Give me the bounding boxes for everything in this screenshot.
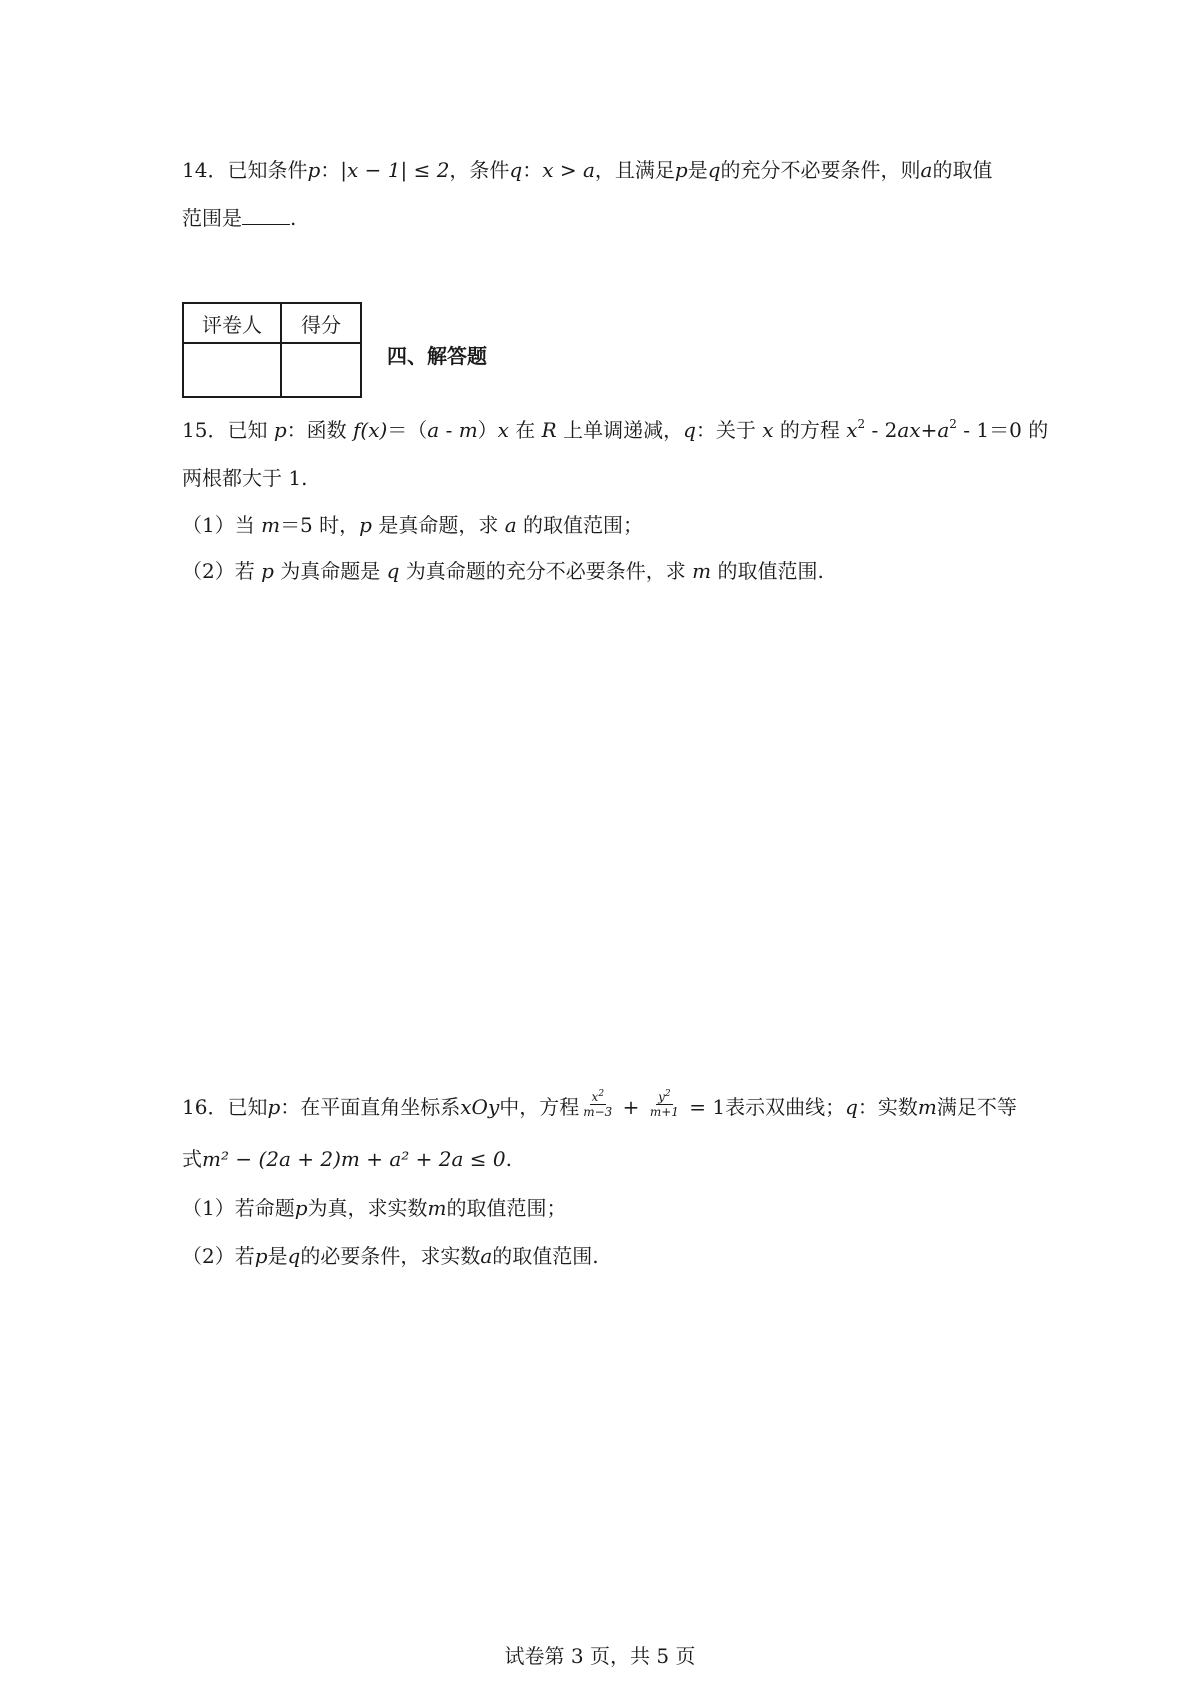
q16-sub-1	[182, 1194, 567, 1222]
q15-text: 是真命题，求	[371, 513, 505, 537]
math-var: x	[497, 418, 509, 442]
math-expression: x > a	[542, 158, 595, 182]
q16-text: ：实数	[857, 1095, 918, 1119]
math-var: q	[287, 1244, 301, 1268]
q15-text: ＝（	[387, 418, 428, 442]
q16-text: 表示双曲线；	[725, 1095, 846, 1119]
q15-sub-1	[182, 511, 643, 539]
math-var: p	[254, 1244, 268, 1268]
math-var: q	[386, 559, 400, 583]
math-var: m	[917, 1095, 937, 1119]
q14-line-1	[182, 156, 992, 184]
q14-line-2	[182, 204, 296, 232]
section-title: 四、解答题	[387, 344, 487, 368]
q16-text: 中，方程	[499, 1095, 580, 1119]
math-var: p	[273, 418, 287, 442]
q16-text: 是	[267, 1244, 288, 1268]
math-var: R	[541, 418, 557, 442]
fraction-numerator: $x^2$	[591, 1089, 605, 1104]
q15-text: 15．已知	[182, 418, 274, 442]
q14-text: 的充分不必要条件，则	[720, 158, 921, 182]
math-var: m	[427, 1196, 447, 1220]
math-var: a	[937, 418, 950, 442]
q15-text: ＝5 时，	[280, 513, 360, 537]
q14-text: 是	[687, 158, 708, 182]
math-var: p	[294, 1196, 308, 1220]
q16-text: .	[505, 1147, 512, 1171]
math-var: a	[920, 158, 933, 182]
q15-text: ：函数	[286, 418, 353, 442]
q15-text: 两根都大于 1.	[182, 466, 308, 490]
q15-text: - 2	[865, 418, 898, 442]
q16-text: 的必要条件，求实数	[300, 1244, 481, 1268]
math-var: m	[261, 513, 281, 537]
q15-text: 为真命题是	[273, 559, 387, 583]
math-expression: = 1	[682, 1095, 726, 1119]
q15-text: （2）若	[182, 559, 262, 583]
q15-text: 的取值范围；	[516, 513, 643, 537]
q15-line-1	[182, 416, 1048, 444]
q16-text: 满足不等	[936, 1095, 1017, 1119]
math-var: q	[683, 418, 696, 442]
fraction-numerator: $y^2$	[658, 1089, 671, 1104]
q16-sub-2	[182, 1242, 599, 1270]
q15-text: 的方程	[773, 418, 847, 442]
q15-text: 的取值范围.	[711, 559, 824, 583]
score-cell	[281, 343, 361, 397]
math-var: a	[504, 513, 517, 537]
q16-line-2	[182, 1145, 512, 1173]
q15-text: ：关于	[695, 418, 763, 442]
score-table-header-score: 得分	[281, 303, 361, 343]
q16-text: 的取值范围；	[446, 1196, 567, 1220]
q16-line-1	[182, 1089, 1017, 1123]
q14-text: ，且满足	[594, 158, 675, 182]
fraction-denominator: m−3	[583, 1105, 613, 1119]
q15-text: ）	[477, 418, 498, 442]
q14-text: 14．已知条件	[182, 158, 308, 182]
q15-text: +	[920, 418, 938, 442]
q15-text: 上单调递减，	[556, 418, 684, 442]
fraction-denominator: m+1	[649, 1105, 679, 1119]
math-var: m	[692, 559, 712, 583]
q16-text: （2）若	[182, 1244, 255, 1268]
math-var: x	[762, 418, 774, 442]
q16-text: 16．已知	[182, 1095, 268, 1119]
math-var: ax	[897, 418, 921, 442]
q15-text: -	[439, 418, 459, 442]
q14-text: .	[290, 206, 297, 230]
q14-text: ，条件	[449, 158, 510, 182]
answer-blank	[242, 206, 290, 225]
math-expression: xOy	[460, 1095, 500, 1119]
q14-text: ：	[522, 158, 543, 182]
math-var: p	[261, 559, 274, 583]
q15-line-2	[182, 464, 307, 492]
q15-text: - 1＝0 的	[956, 418, 1049, 442]
q16-text: ：在平面直角坐标系	[280, 1095, 461, 1119]
math-var: q	[845, 1095, 858, 1119]
grader-cell	[183, 343, 281, 397]
math-var: p	[359, 513, 372, 537]
page-footer: 试卷第 3 页，共 5 页	[504, 1644, 696, 1668]
superscript: 2	[857, 417, 866, 431]
math-var: m	[458, 418, 478, 442]
q16-text: 为真，求实数	[307, 1196, 428, 1220]
math-var: q	[509, 158, 523, 182]
q16-text: 式	[182, 1147, 202, 1171]
fraction-y2	[648, 1090, 681, 1119]
math-var: p	[674, 158, 688, 182]
math-var: q	[707, 158, 721, 182]
score-table-header-grader: 评卷人	[183, 303, 281, 343]
math-expression: |x − 1| ≤ 2	[340, 158, 450, 182]
q15-text: 在	[508, 418, 542, 442]
q14-text: 范围是	[182, 206, 242, 230]
q15-sub-2	[182, 557, 824, 585]
math-expression: m² − (2a + 2)m + a² + 2a ≤ 0	[202, 1147, 506, 1171]
q15-text: 为真命题的充分不必要条件，求	[399, 559, 693, 583]
superscript: 2	[949, 417, 957, 431]
math-operator: +	[616, 1095, 646, 1119]
fraction-x2	[581, 1090, 614, 1119]
score-table	[182, 302, 362, 398]
q14-text: 的取值	[932, 158, 993, 182]
q15-text: （1）当	[182, 513, 262, 537]
q16-text: 的取值范围.	[492, 1244, 599, 1268]
math-var: p	[307, 158, 321, 182]
math-expression: f(x)	[352, 418, 388, 442]
math-var: a	[480, 1244, 493, 1268]
math-var: x	[846, 418, 858, 442]
q16-text: （1）若命题	[182, 1196, 295, 1220]
math-var: a	[427, 418, 440, 442]
math-var: p	[267, 1095, 281, 1119]
q14-text: ：	[320, 158, 341, 182]
